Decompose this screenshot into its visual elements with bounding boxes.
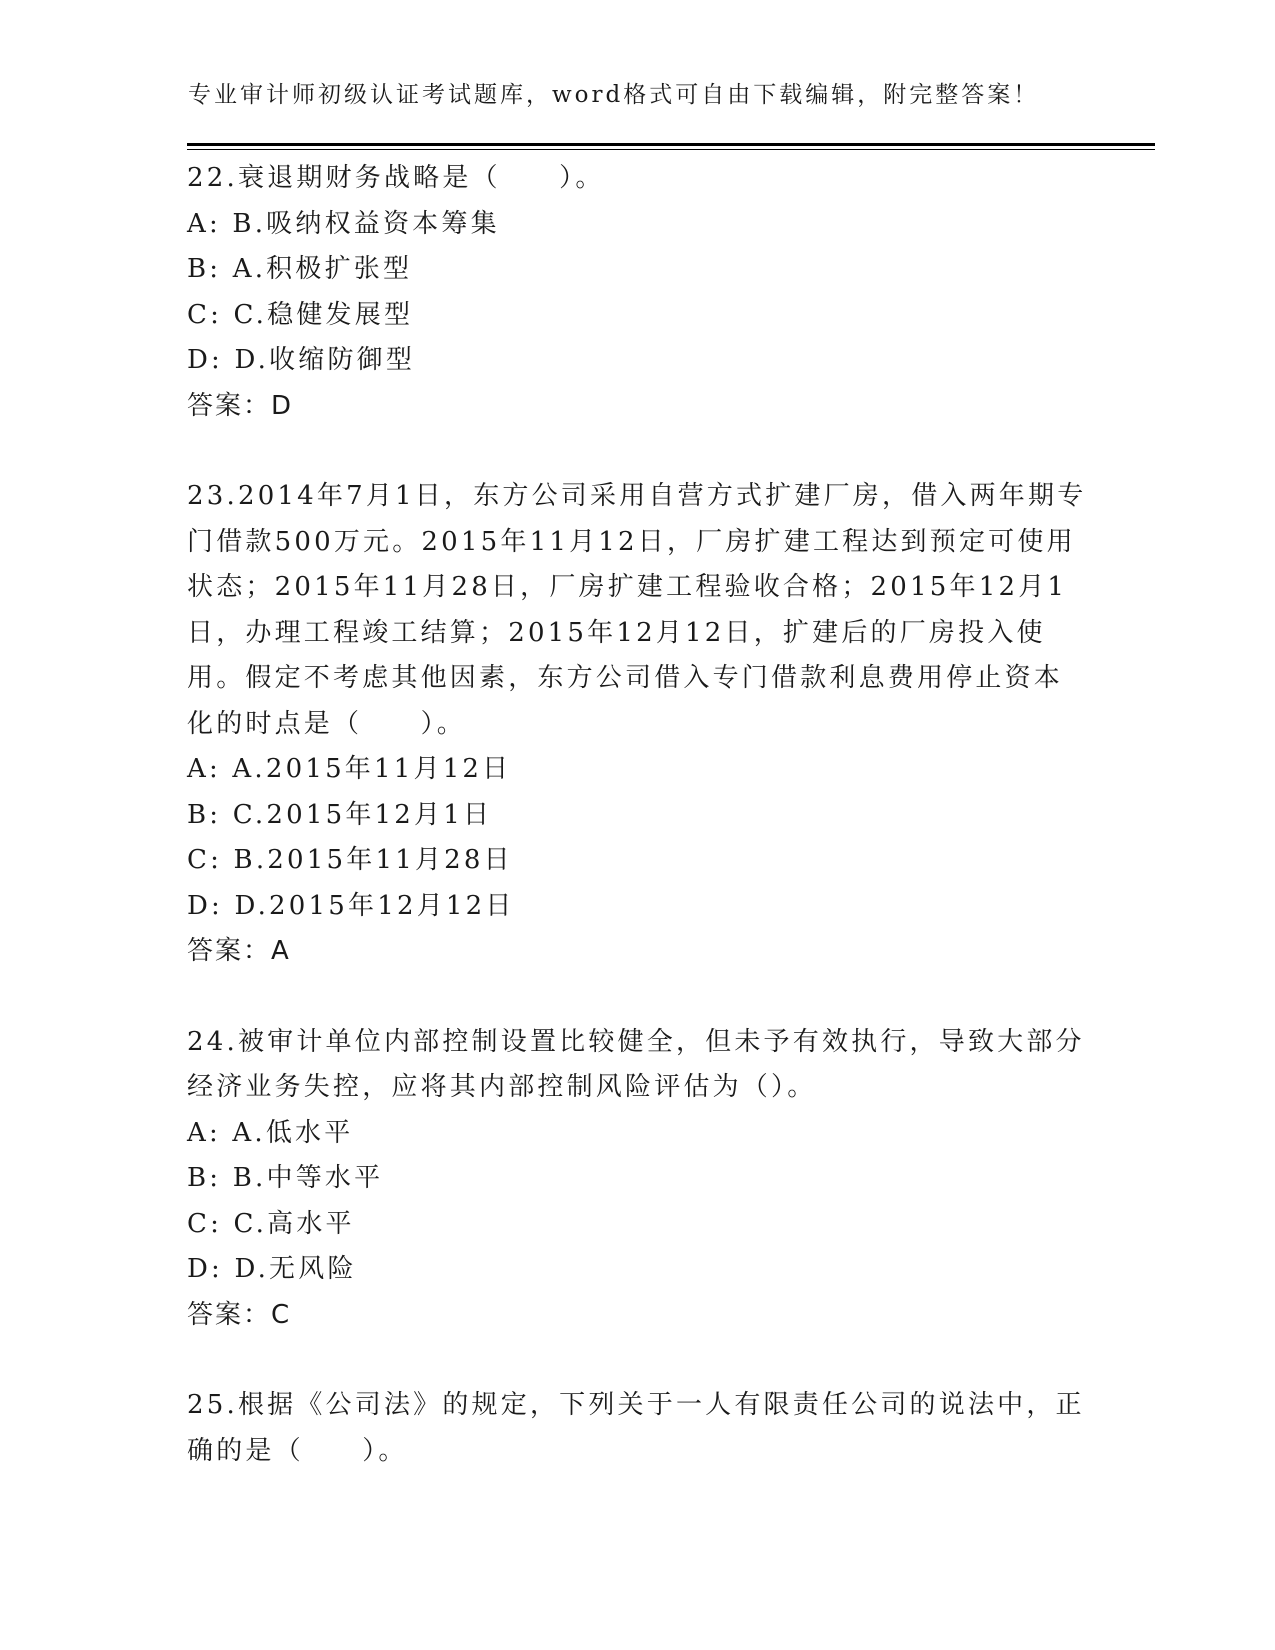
option-c: C: C.稳健发展型 [187,299,414,330]
question-stem: 25.根据《公司法》的规定，下列关于一人有限责任公司的说法中，正确的是（ ）。 [187,1390,1085,1466]
question-stem: 24.被审计单位内部控制设置比较健全，但未予有效执行，导致大部分经济业务失控，应将其内部控制风险评估为（）。 [187,1026,1085,1102]
question-list [187,156,1087,1519]
option-b: B: A.积极扩张型 [187,254,413,284]
answer: 答案：C [187,1299,292,1330]
option-d: D: D.无风险 [187,1254,357,1284]
option-c: C: C.高水平 [187,1208,355,1239]
option-b: B: B.中等水平 [187,1163,384,1193]
page-header: 专业审计师初级认证考试题库，word格式可自由下载编辑，附完整答案！ [188,82,1040,108]
question-22 [187,156,1087,429]
question-24 [187,1020,1087,1339]
option-c: C: B.2015年11月28日 [187,845,513,875]
option-d: D: D.2015年12月12日 [187,890,515,921]
option-a: A: B.吸纳权益资本筹集 [187,208,500,239]
question-25 [187,1383,1087,1474]
question-23 [187,474,1087,975]
option-a: A: A.低水平 [187,1117,354,1148]
header-rule-thin [187,149,1155,150]
option-d: D: D.收缩防御型 [187,345,416,375]
option-a: A: A.2015年11月12日 [187,754,512,784]
answer: 答案：D [187,390,294,421]
question-stem: 23.2014年7月1日，东方公司采用自营方式扩建厂房，借入两年期专门借款500万元。2015年11月12日，厂房扩建工程达到预定可使用状态；2015年11月28日，厂房扩建工程验收合格；2015年12月1日，办理工程竣工结算；2015年12月12日，扩建后的厂房投入使用。假定不考虑其他因素，东方公司借入专门借款利息费用停止资本化的时点是（ ）。 [187,481,1087,739]
header-rule-thick [187,143,1155,146]
question-stem: 22.衰退期财务战略是（ ）。 [187,163,605,193]
answer: 答案：A [187,936,291,966]
option-b: B: C.2015年12月1日 [187,799,493,830]
